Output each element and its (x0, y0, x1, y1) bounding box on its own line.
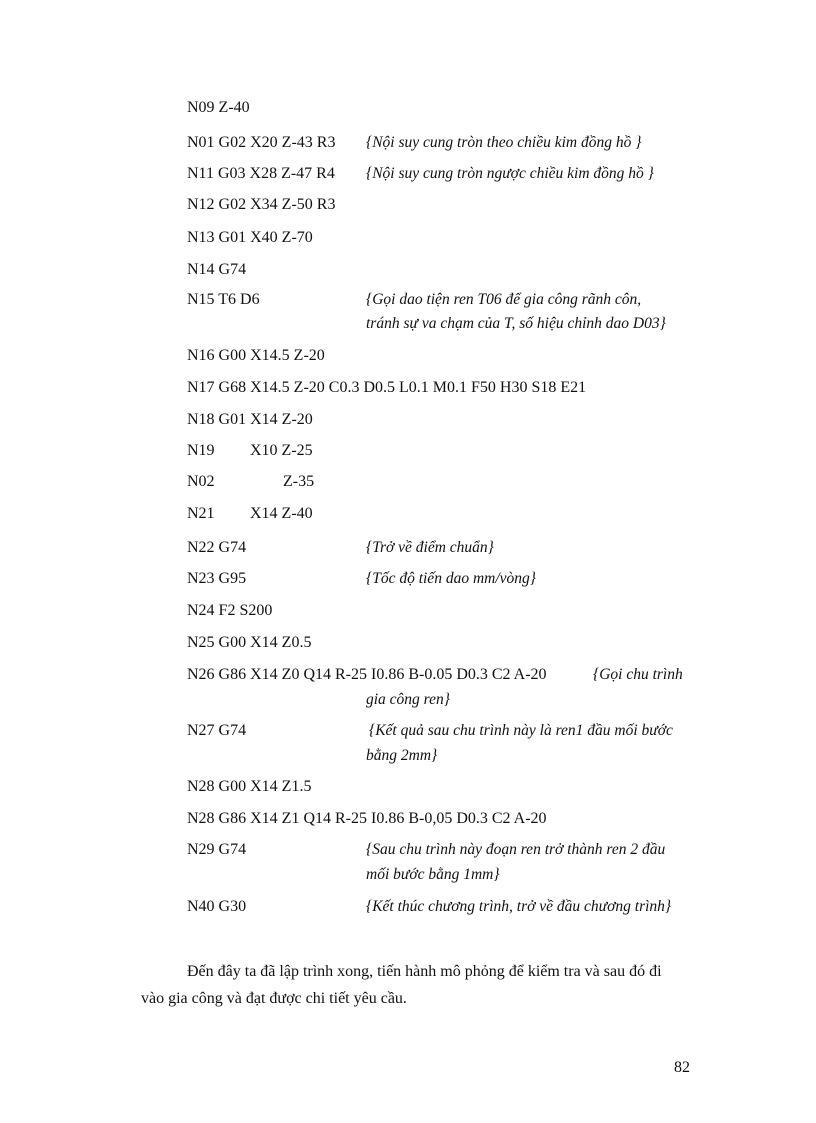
code-line-n15: N15 T6 D6 (187, 291, 260, 308)
comment-n22: {Trở về điểm chuẩn} (366, 539, 494, 556)
code-line-n01: N01 G02 X20 Z-43 R3 (187, 134, 336, 151)
code-line-n21-coords: X14 Z-40 (250, 505, 313, 522)
code-line-n23: N23 G95 (187, 570, 247, 587)
code-line-n40: N40 G30 (187, 898, 247, 915)
code-line-n19-block: N19 (187, 442, 215, 459)
code-line-n16: N16 G00 X14.5 Z-20 (187, 347, 325, 364)
closing-paragraph-line2: vào gia công và đạt được chi tiết yêu cầu. (141, 990, 407, 1007)
code-line-n29: N29 G74 (187, 841, 247, 858)
code-line-n21-block: N21 (187, 505, 215, 522)
code-line-n17: N17 G68 X14.5 Z-20 C0.3 D0.5 L0.1 M0.1 F50 H30 S18 E21 (187, 379, 587, 396)
code-line-n12: N12 G02 X34 Z-50 R3 (187, 196, 336, 213)
comment-n27-line2: bằng 2mm} (366, 747, 438, 764)
comment-n26-line2: gia công ren} (366, 691, 450, 708)
code-line-n14: N14 G74 (187, 261, 247, 278)
comment-n11: {Nội suy cung tròn ngược chiều kim đồng hồ } (366, 165, 654, 182)
code-line-n02-block: N02 (187, 473, 215, 490)
code-line-n02-coords: Z-35 (283, 473, 315, 490)
code-line-n19-coords: X10 Z-25 (250, 442, 313, 459)
comment-n26-line1: {Gọi chu trình (593, 666, 683, 683)
code-line-n28a: N28 G00 X14 Z1.5 (187, 778, 312, 795)
comment-n27-line1: {Kết quả sau chu trình này là ren1 đầu mối bước (369, 722, 673, 739)
code-line-n18: N18 G01 X14 Z-20 (187, 411, 313, 428)
closing-paragraph-line1: Đến đây ta đã lập trình xong, tiến hành mô phỏng để kiểm tra và sau đó đi (187, 963, 662, 980)
code-line-n25: N25 G00 X14 Z0.5 (187, 634, 312, 651)
code-line-n24: N24 F2 S200 (187, 602, 273, 619)
code-line-n28b: N28 G86 X14 Z1 Q14 R-25 I0.86 B-0,05 D0.3 C2 A-20 (187, 810, 547, 827)
comment-n23: {Tốc độ tiến dao mm/vòng} (366, 570, 536, 587)
comment-n15-line1: {Gọi dao tiện ren T06 để gia công rãnh côn, (366, 291, 642, 308)
comment-n29-line2: mối bước bằng 1mm} (366, 866, 500, 883)
code-line-n11: N11 G03 X28 Z-47 R4 (187, 165, 335, 182)
comment-n29-line1: {Sau chu trình này đoạn ren trở thành ren 2 đầu (366, 841, 666, 858)
code-line-n26: N26 G86 X14 Z0 Q14 R-25 I0.86 B-0.05 D0.3 C2 A-20 (187, 666, 547, 683)
comment-n01: {Nội suy cung tròn theo chiều kim đồng hồ } (366, 134, 642, 151)
code-line-n27: N27 G74 (187, 722, 247, 739)
comment-n40: {Kết thúc chương trình, trở về đầu chương trình} (366, 898, 672, 915)
code-line-n22: N22 G74 (187, 539, 247, 556)
comment-n15-line2: tránh sự va chạm của T, số hiệu chỉnh dao D03} (366, 315, 666, 332)
code-line-n09: N09 Z-40 (187, 99, 250, 116)
code-line-n13: N13 G01 X40 Z-70 (187, 229, 313, 246)
page-number: 82 (674, 1059, 690, 1076)
